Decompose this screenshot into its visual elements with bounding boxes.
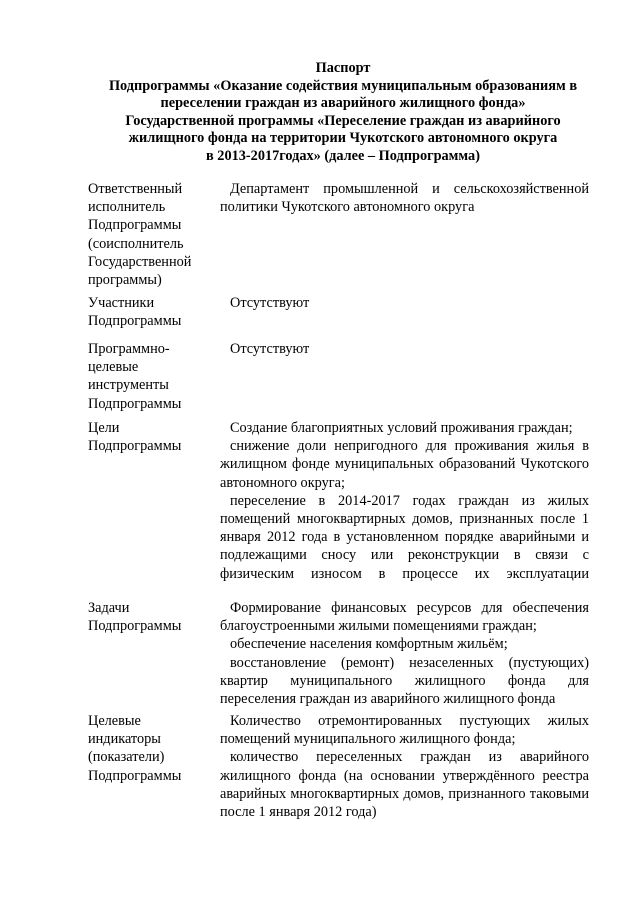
row-value bbox=[220, 340, 589, 413]
row-paragraph: Формирование финансовых ресурсов для обеспечения благоустроенными жилыми помещениями граждан; bbox=[220, 600, 589, 635]
row-paragraph: снижение доли непригодного для проживания жилья в жилищном фонде муниципальных образований Чукотского автономного округа; bbox=[220, 438, 589, 491]
row-paragraph: обеспечение населения комфортным жильём; bbox=[230, 636, 508, 653]
row-paragraph: Отсутствуют bbox=[230, 341, 310, 357]
row-value bbox=[220, 419, 589, 583]
row-label: Программно- целевые инструменты Подпрограммы bbox=[88, 341, 182, 412]
title-line: Подпрограммы «Оказание содействия муниципальным образованиям в bbox=[108, 77, 578, 94]
row-label: Участники Подпрограммы bbox=[88, 295, 182, 330]
passport-row-participants bbox=[88, 294, 592, 330]
row-value bbox=[220, 180, 589, 289]
passport-row-responsible bbox=[88, 180, 592, 289]
row-label: Цели Подпрограммы bbox=[88, 420, 182, 455]
row-paragraph: количество переселенных граждан из аварийного жилищного фонда (на основании утверждённого реестра аварийных многоквартирных домов, признанного таковыми после 1 января 2012 года) bbox=[220, 749, 589, 821]
title-line: жилищного фонда на территории Чукотского автономного округа bbox=[128, 130, 558, 147]
title-line: Государственной программы «Переселение граждан из аварийного bbox=[125, 112, 561, 129]
row-label: Задачи Подпрограммы bbox=[88, 600, 182, 635]
row-paragraph: Департамент промышленной и сельскохозяйственной политики Чукотского автономного округа bbox=[220, 181, 589, 216]
passport-row-instruments bbox=[88, 340, 592, 413]
passport-row-indicators bbox=[88, 712, 592, 821]
title-line: в 2013-2017годах» (далее – Подпрограмма) bbox=[206, 147, 480, 164]
row-paragraph: Создание благоприятных условий проживания граждан; bbox=[230, 420, 573, 436]
row-value bbox=[220, 712, 589, 821]
row-value bbox=[220, 294, 589, 330]
row-label: Ответственный исполнитель Подпрограммы (соисполнитель Государственной программы) bbox=[88, 181, 192, 289]
passport-row-tasks bbox=[88, 599, 592, 708]
row-value bbox=[220, 599, 589, 708]
row-paragraph: Количество отремонтированных пустующих жилых помещений муниципального жилищного фонда; bbox=[220, 713, 589, 748]
passport-row-goals bbox=[88, 419, 592, 583]
row-paragraph: переселение в 2014-2017 годах граждан из жилых помещений многоквартирных домов, признанных после 1 января 2012 года в установленном порядке аварийными и подлежащими сносу или реконструкции в связи с физическим износом в процессе их эксплуатации bbox=[220, 492, 589, 582]
row-paragraph: восстановление (ремонт) незаселенных (пустующих) квартир муниципального жилищного фонда для переселения граждан из аварийного жилищного фонда bbox=[220, 654, 589, 708]
passport-title bbox=[84, 60, 602, 166]
row-paragraph: Отсутствуют bbox=[230, 295, 310, 311]
title-line: переселении граждан из аварийного жилищного фонда» bbox=[160, 95, 526, 112]
row-label: Целевые индикаторы (показатели) Подпрограммы bbox=[88, 713, 182, 784]
title-line: Паспорт bbox=[315, 60, 371, 76]
